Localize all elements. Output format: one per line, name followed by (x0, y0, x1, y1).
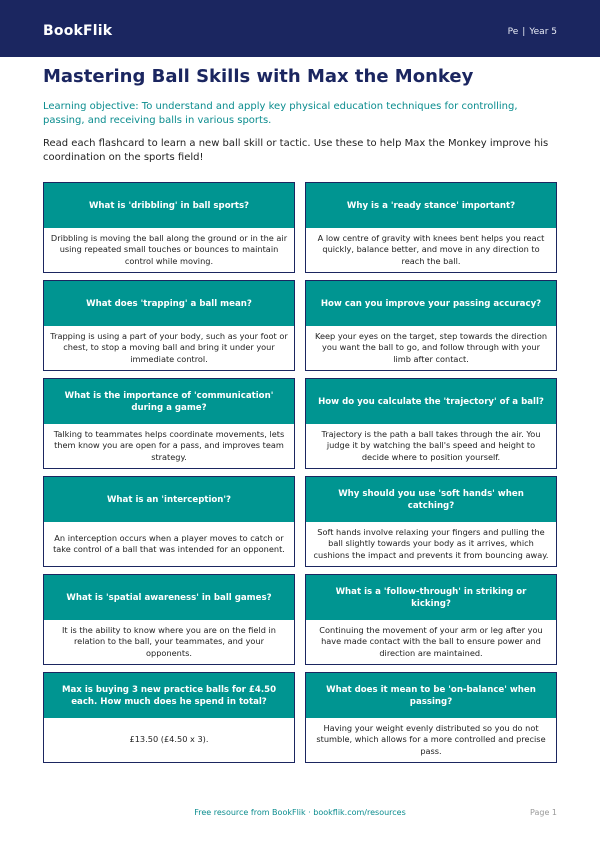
flashcard-question: What is an 'interception'? (44, 477, 294, 522)
flashcard (43, 378, 295, 469)
page-title: Mastering Ball Skills with Max the Monkey (43, 66, 474, 87)
flashcard-question: What does 'trapping' a ball mean? (44, 281, 294, 326)
flashcard-answer: Talking to teammates helps coordinate movements, lets them know you are open for a pass, and improves team strategy. (53, 428, 285, 462)
flashcard-question: Why should you use 'soft hands' when catching? (306, 477, 556, 522)
flashcard-answer: An interception occurs when a player moves to catch or take control of a ball that was intended for an opponent. (53, 532, 285, 554)
flashcard-answer: Trajectory is the path a ball takes through the air. You judge it by watching the ball's speed and height to decide where to position yourself. (321, 428, 541, 462)
subject-label: Pe (507, 27, 519, 37)
flashcard (305, 378, 557, 469)
flashcard-question: Why is a 'ready stance' important? (306, 183, 556, 228)
brand-logo[interactable]: BookFlik (43, 23, 113, 39)
flashcard (305, 574, 557, 665)
flashcard-answer: Having your weight evenly distributed so you do not stumble, which allows for a more controlled and precise pass. (316, 722, 546, 756)
flashcard-question: What does it mean to be 'on-balance' when passing? (306, 673, 556, 718)
flashcard (305, 182, 557, 273)
intro-text: Read each flashcard to learn a new ball skill or tactic. Use these to help Max the Monkey improve his coordination on the sports field! (43, 138, 549, 163)
flashcard-answer: Trapping is using a part of your body, such as your foot or chest, to stop a moving ball and bring it under your immediate control. (50, 330, 288, 364)
flashcard (43, 476, 295, 567)
flashcard-answer: Dribbling is moving the ball along the ground or in the air using repeated small touches or bounces to maintain control while moving. (50, 232, 288, 266)
page-header (0, 0, 600, 57)
flashcard (43, 182, 295, 273)
flashcard-answer: A low centre of gravity with knees bent helps you react quickly, balance better, and move in any direction to reach the ball. (317, 232, 545, 266)
year-label: Year 5 (529, 27, 557, 37)
flashcard (43, 574, 295, 665)
subject-year (508, 27, 557, 37)
flashcard (305, 280, 557, 371)
flashcard-question: What is the importance of 'communication' during a game? (44, 379, 294, 424)
meta-separator: | (522, 27, 526, 37)
flashcard-question: What is 'spatial awareness' in ball games? (44, 575, 294, 620)
page-number: Page 1 (530, 808, 557, 817)
flashcard-question: How do you calculate the 'trajectory' of a ball? (306, 379, 556, 424)
learning-objective: Learning objective: To understand and apply key physical education techniques for controlling, passing, and receiving balls in various sports. (43, 101, 518, 126)
flashcard-answer: Continuing the movement of your arm or leg after you have made contact with the ball to ensure power and direction are maintained. (319, 624, 543, 658)
flashcard (43, 672, 295, 763)
flashcard-answer: £13.50 (£4.50 x 3). (129, 734, 209, 745)
flashcard-question: What is 'dribbling' in ball sports? (44, 183, 294, 228)
flashcard-question: How can you improve your passing accuracy? (306, 281, 556, 326)
flashcard-question: What is a 'follow-through' in striking or kicking? (306, 575, 556, 620)
flashcard-answer: It is the ability to know where you are on the field in relation to the ball, your teammates, and your opponents. (62, 624, 276, 658)
flashcard-answer: Soft hands involve relaxing your fingers and pulling the ball slightly towards your body as it arrives, which cushions the impact and prevents it from bouncing away. (313, 526, 549, 560)
flashcard (43, 280, 295, 371)
flashcard-answer: Keep your eyes on the target, step towards the direction you want the ball to go, and follow through with your limb after contact. (314, 330, 548, 364)
flashcard-question: Max is buying 3 new practice balls for £4.50 each. How much does he spend in total? (44, 673, 294, 718)
flashcard (305, 672, 557, 763)
footer-link[interactable]: Free resource from BookFlik · bookflik.com/resources (194, 808, 406, 817)
flashcard (305, 476, 557, 567)
